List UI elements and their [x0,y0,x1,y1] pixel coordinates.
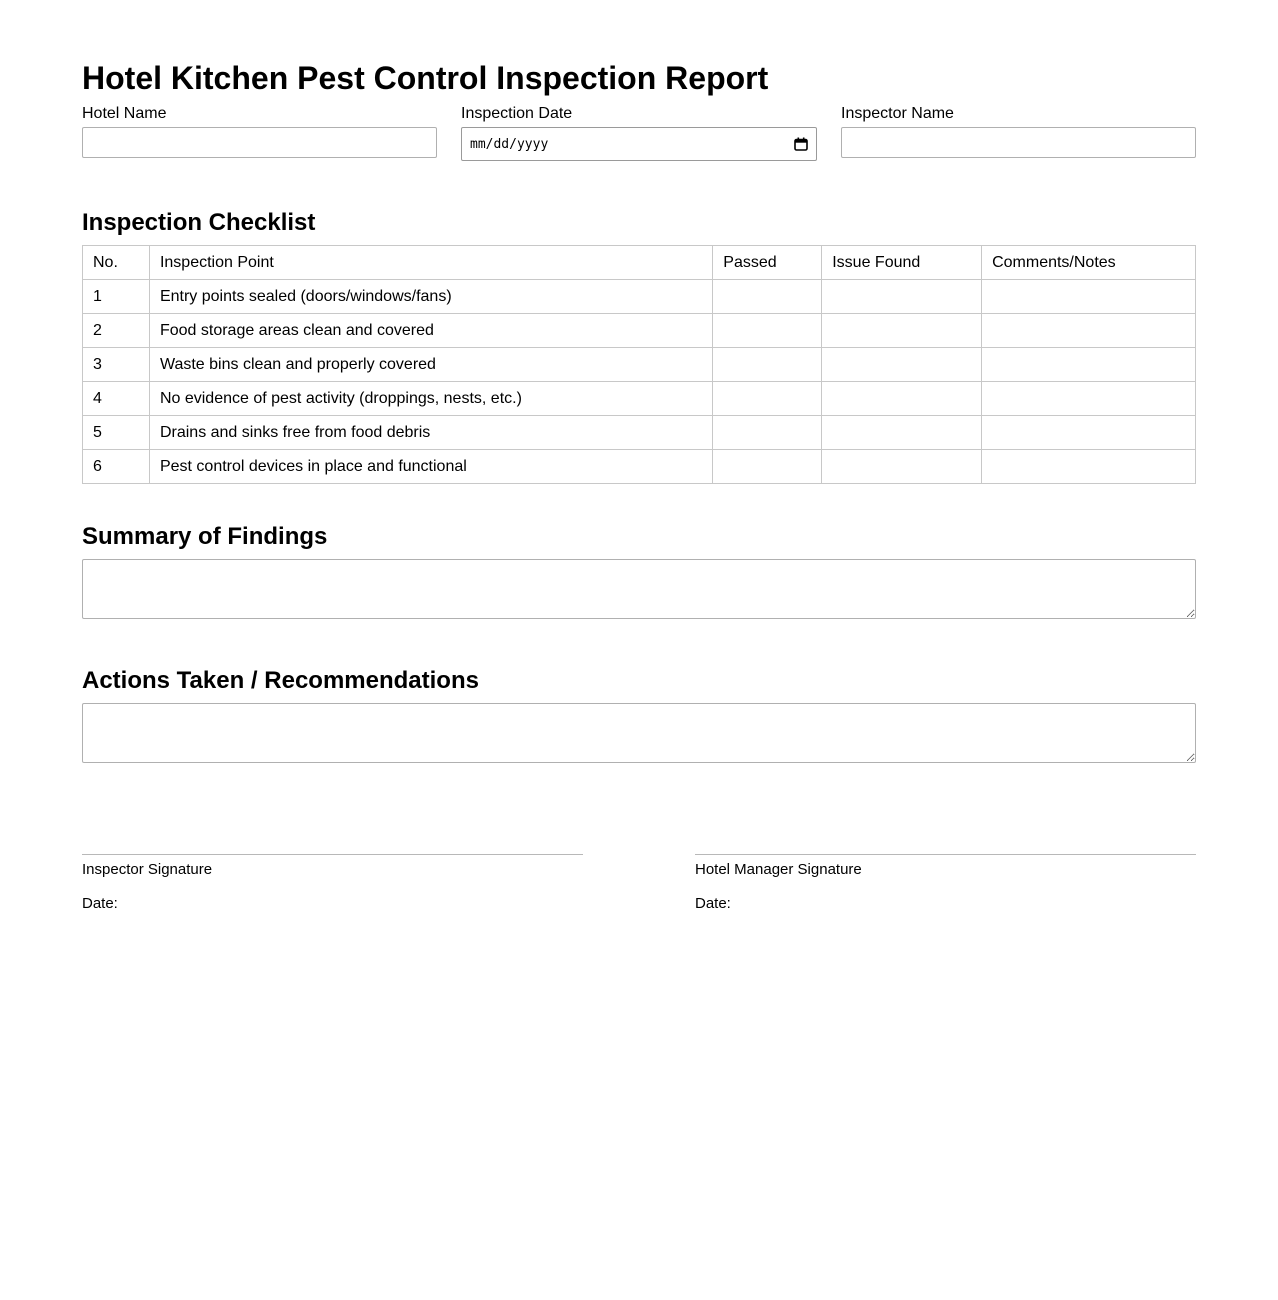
actions-heading: Actions Taken / Recommendations [82,667,479,694]
passed-cell[interactable] [713,314,822,348]
comments-cell[interactable] [982,314,1196,348]
page-title: Hotel Kitchen Pest Control Inspection Report [82,60,769,96]
table-row [83,416,1196,450]
manager-signature-label: Hotel Manager Signature [695,861,862,878]
actions-textarea[interactable] [82,703,1196,763]
summary-textarea[interactable] [82,559,1196,619]
table-header-row [83,246,1196,280]
inspection-checklist-table [82,245,1196,484]
column-header-passed: Passed [713,246,822,280]
column-header-comments-notes: Comments/Notes [982,246,1196,280]
hotel-name-input[interactable] [82,127,437,158]
passed-cell[interactable] [713,450,822,484]
column-header-no: No. [83,246,150,280]
table-row [83,314,1196,348]
inspection-point: Pest control devices in place and functional [149,450,712,484]
issue-found-cell[interactable] [822,382,982,416]
issue-found-cell[interactable] [822,348,982,382]
inspection-date-placeholder: mm/dd/yyyy [470,136,549,152]
passed-cell[interactable] [713,280,822,314]
table-row [83,450,1196,484]
calendar-icon[interactable] [794,137,808,151]
inspector-name-group [841,103,1196,158]
summary-heading: Summary of Findings [82,523,328,550]
column-header-issue-found: Issue Found [822,246,982,280]
comments-cell[interactable] [982,348,1196,382]
row-number: 5 [83,416,150,450]
hotel-name-group [82,103,437,158]
issue-found-cell[interactable] [822,280,982,314]
issue-found-cell[interactable] [822,314,982,348]
table-row [83,280,1196,314]
inspection-point: Food storage areas clean and covered [149,314,712,348]
row-number: 1 [83,280,150,314]
inspection-date-group [461,103,816,161]
hotel-name-label: Hotel Name [82,105,167,122]
passed-cell[interactable] [713,348,822,382]
comments-cell[interactable] [982,382,1196,416]
inspection-point: Drains and sinks free from food debris [149,416,712,450]
inspector-name-label: Inspector Name [841,105,954,122]
inspection-point: No evidence of pest activity (droppings, nests, etc.) [149,382,712,416]
inspector-signature-line[interactable] [82,854,583,855]
header-fields [82,103,1196,163]
inspection-date-input[interactable] [461,127,817,161]
passed-cell[interactable] [713,382,822,416]
comments-cell[interactable] [982,280,1196,314]
inspector-date-label: Date: [82,895,118,912]
checklist-heading: Inspection Checklist [82,209,316,236]
comments-cell[interactable] [982,416,1196,450]
manager-signature-block [695,854,1196,913]
manager-date-label: Date: [695,895,731,912]
inspection-point: Entry points sealed (doors/windows/fans) [149,280,712,314]
inspector-signature-block [82,854,583,913]
manager-signature-line[interactable] [695,854,1196,855]
issue-found-cell[interactable] [822,450,982,484]
table-row [83,348,1196,382]
passed-cell[interactable] [713,416,822,450]
inspection-point: Waste bins clean and properly covered [149,348,712,382]
inspector-signature-label: Inspector Signature [82,861,213,878]
column-header-inspection-point: Inspection Point [149,246,712,280]
comments-cell[interactable] [982,450,1196,484]
row-number: 4 [83,382,150,416]
inspection-date-label: Inspection Date [461,105,573,122]
issue-found-cell[interactable] [822,416,982,450]
row-number: 2 [83,314,150,348]
table-row [83,382,1196,416]
inspector-name-input[interactable] [841,127,1196,158]
row-number: 3 [83,348,150,382]
row-number: 6 [83,450,150,484]
